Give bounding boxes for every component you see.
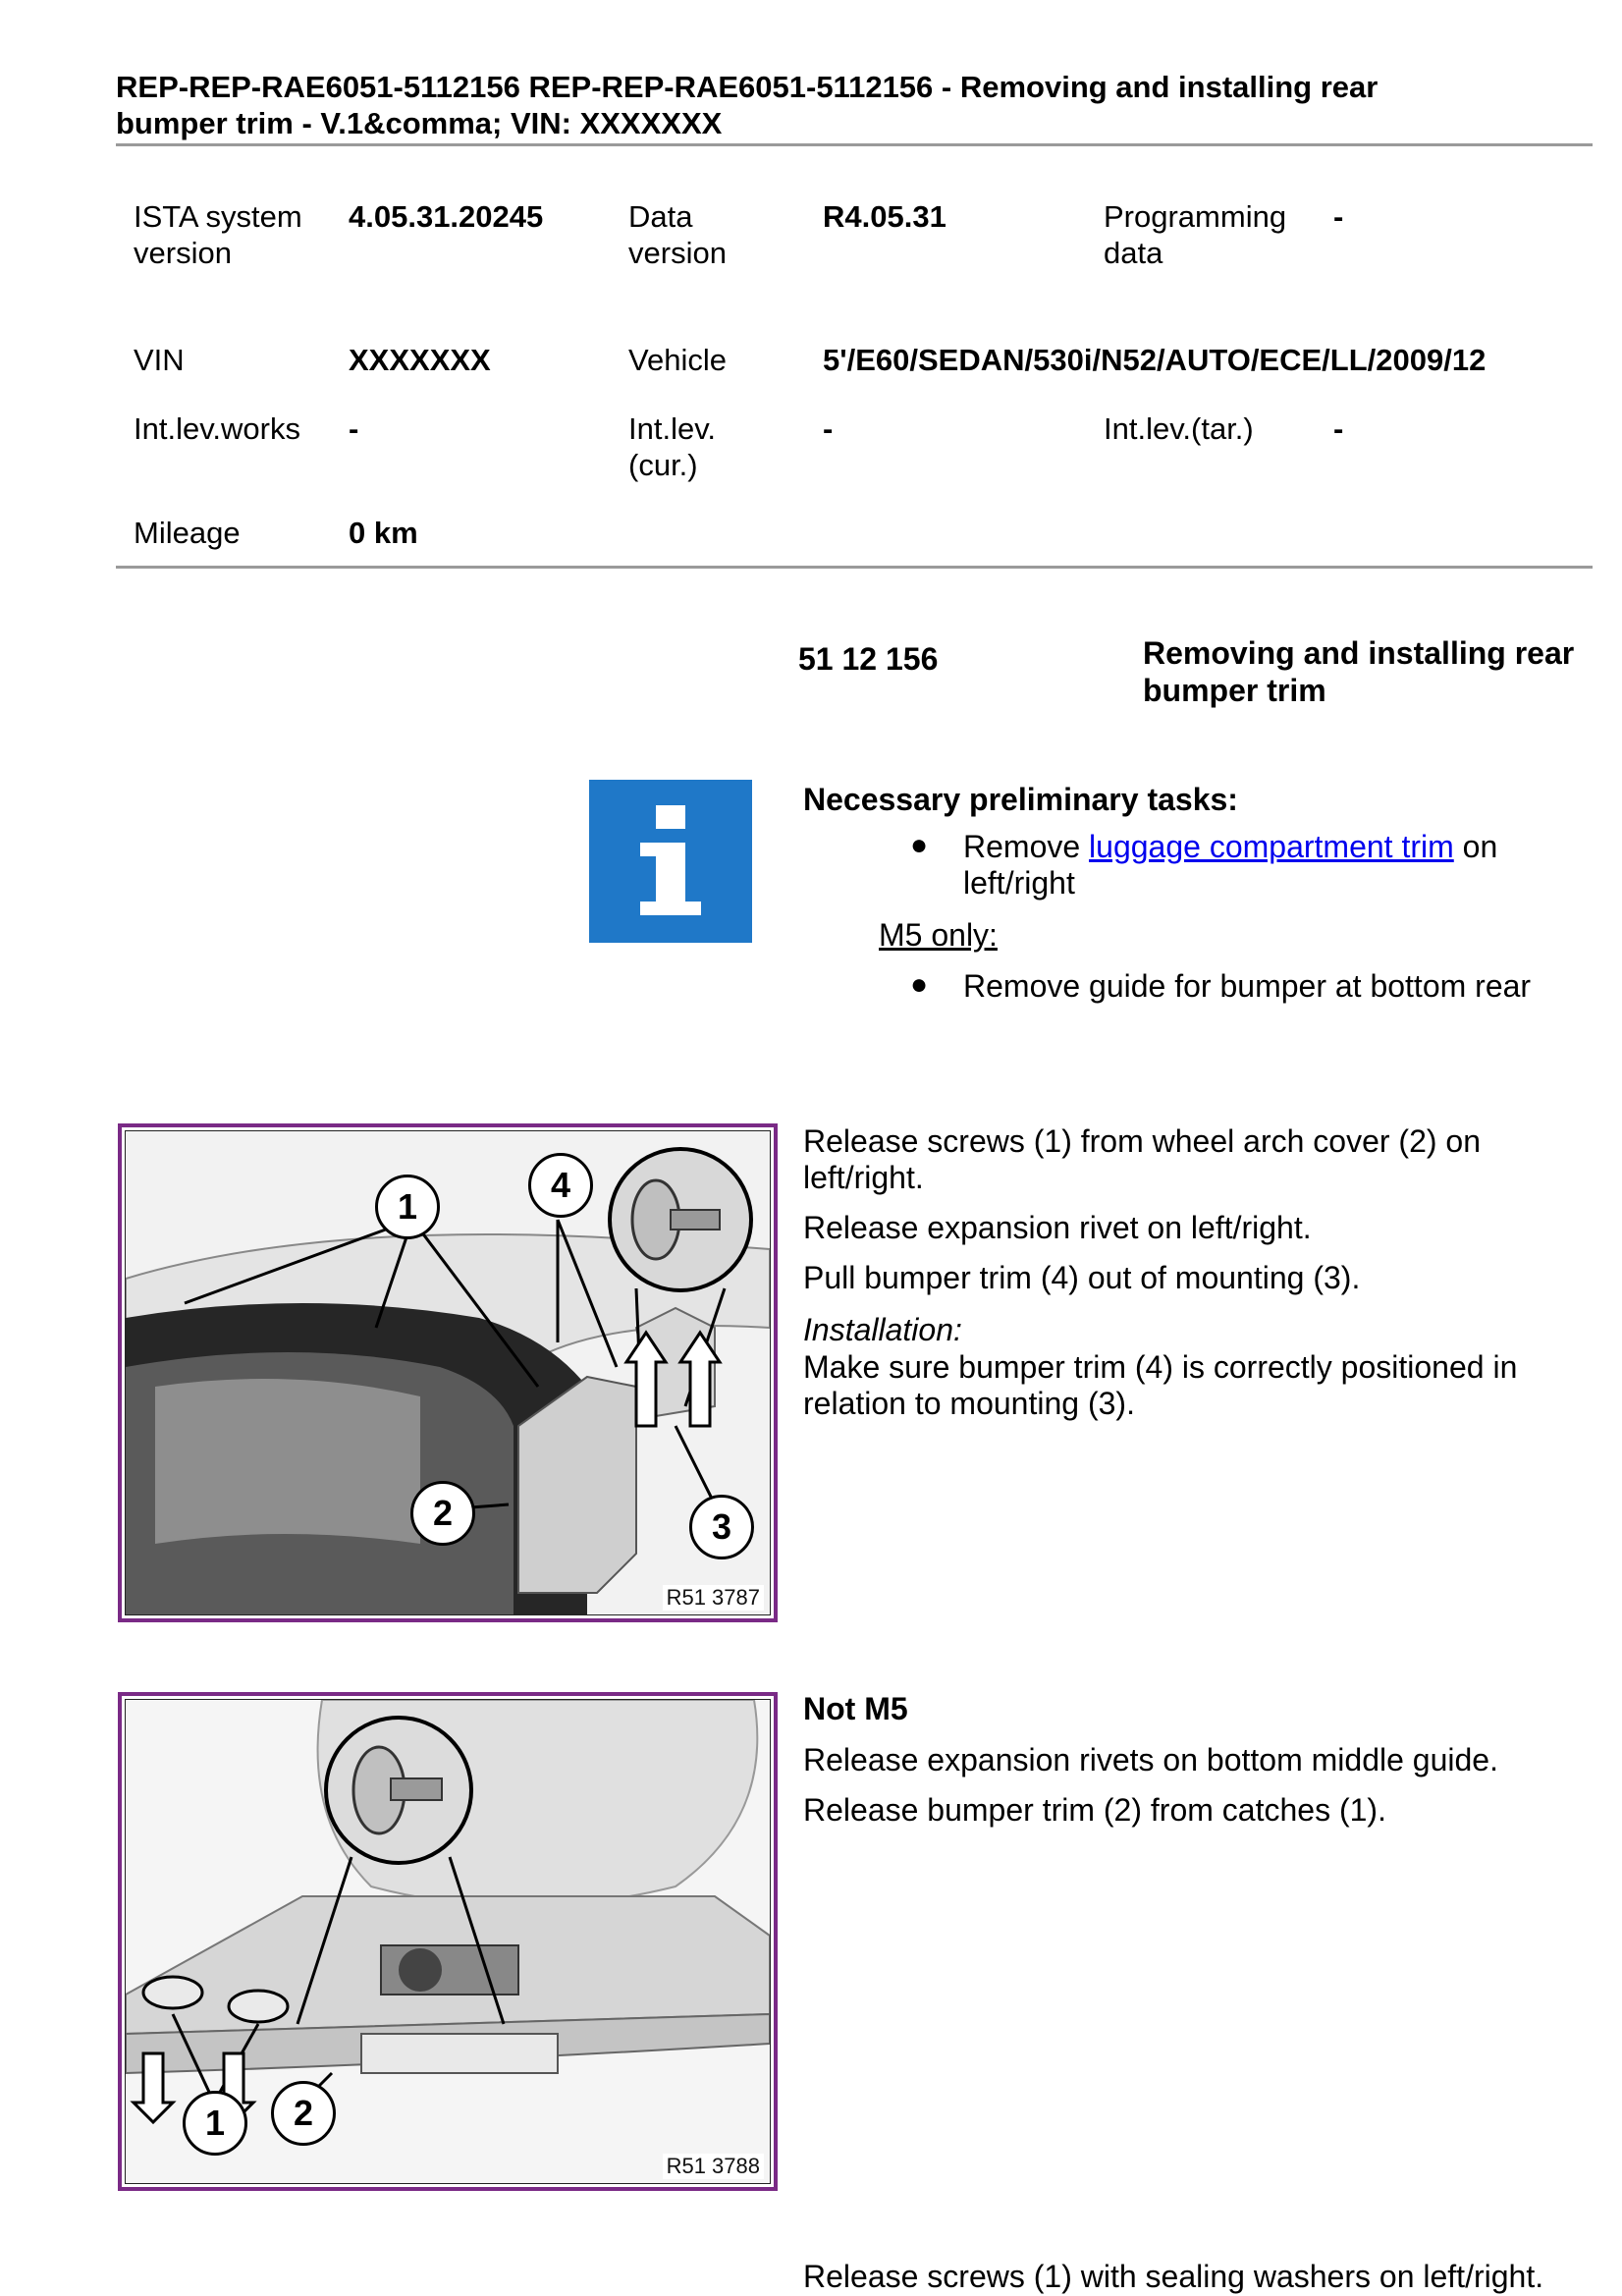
figure-code: R51 3788 (663, 2154, 764, 2179)
callout-1: 1 (375, 1175, 440, 1239)
vin-value: XXXXXXX (349, 343, 491, 377)
prelim-item-1-pre: Remove (963, 829, 1090, 864)
document-title (116, 69, 1530, 141)
int-lev-cur-value: - (823, 411, 834, 446)
programming-data-label: Programming data (1104, 199, 1287, 270)
vehicle-label: Vehicle (628, 343, 727, 377)
mileage-label: Mileage (134, 516, 241, 550)
int-lev-works-label: Int.lev.works (134, 411, 300, 446)
section-number: 51 12 156 (798, 641, 939, 677)
step2-line2: Release bumper trim (2) from catches (1). (803, 1792, 1386, 1828)
table-divider (116, 566, 1593, 569)
callout-3: 3 (689, 1495, 754, 1559)
programming-data-value: - (1333, 199, 1344, 234)
section-title: Removing and installing rear bumper trim (1143, 635, 1575, 708)
step1-line3: Pull bumper trim (4) out of mounting (3). (803, 1260, 1361, 1295)
vehicle-value: 5'/E60/SEDAN/530i/N52/AUTO/ECE/LL/2009/12 (823, 343, 1487, 377)
info-icon (589, 780, 752, 943)
figure-bottom-guide (118, 1692, 778, 2191)
ista-label: ISTA system version (134, 199, 302, 270)
step2-heading: Not M5 (803, 1691, 908, 1726)
m5-only-label: M5 only: (879, 917, 998, 953)
bullet-icon: ● (910, 829, 929, 861)
prelim-item-1 (963, 829, 1592, 902)
installation-label: Installation: (803, 1312, 962, 1347)
int-lev-cur-label: Int.lev. (cur.) (628, 411, 717, 482)
mileage-value: 0 km (349, 516, 418, 550)
document-title-line1: REP-REP-RAE6051-5112156 REP-REP-RAE6051-5112156 - Removing and installing rear (116, 70, 1379, 104)
vin-label: VIN (134, 343, 185, 377)
figure-bottom-guide-image (125, 1699, 771, 2184)
step2-line1: Release expansion rivets on bottom middle guide. (803, 1742, 1498, 1777)
bullet-icon: ● (910, 968, 929, 1001)
step1-line1: Release screws (1) from wheel arch cover (2) on left/right. (803, 1123, 1482, 1195)
step1-line2: Release expansion rivet on left/right. (803, 1210, 1312, 1245)
callout-4: 4 (528, 1153, 593, 1218)
ista-value: 4.05.31.20245 (349, 199, 544, 234)
figure-wheel-arch (118, 1123, 778, 1622)
callout-2: 2 (271, 2081, 336, 2146)
figure-code: R51 3787 (663, 1585, 764, 1611)
figure-wheel-arch-image (125, 1130, 771, 1615)
int-lev-tar-value: - (1333, 411, 1344, 446)
int-lev-tar-label: Int.lev.(tar.) (1104, 411, 1254, 446)
callout-2: 2 (410, 1481, 475, 1546)
luggage-compartment-trim-link[interactable]: luggage compartment trim (1089, 829, 1454, 864)
header-divider (116, 143, 1593, 146)
int-lev-works-value: - (349, 411, 359, 446)
prelim-item-2: Remove guide for bumper at bottom rear (963, 968, 1532, 1004)
step1-line4: Make sure bumper trim (4) is correctly positioned in relation to mounting (3). (803, 1349, 1518, 1421)
step3-line1: Release screws (1) with sealing washers on left/right. (803, 2259, 1544, 2294)
data-version-label: Data version (628, 199, 727, 270)
data-version-value: R4.05.31 (823, 199, 946, 234)
document-title-line2: bumper trim - V.1&comma; VIN: XXXXXXX (116, 106, 723, 140)
prelim-heading: Necessary preliminary tasks: (803, 782, 1238, 817)
prelim-item-1-post: on left/right (963, 829, 1498, 901)
callout-1: 1 (183, 2091, 247, 2156)
